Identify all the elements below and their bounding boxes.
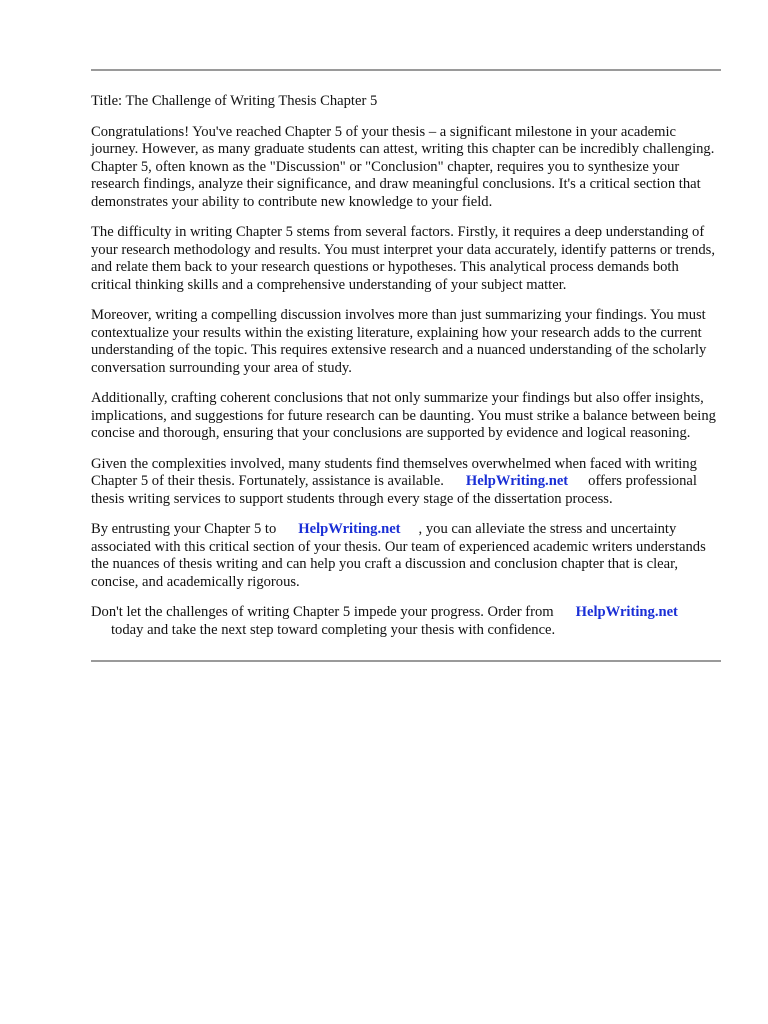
paragraph-6-text-before: By entrusting your Chapter 5 to bbox=[91, 521, 277, 537]
paragraph-5-text-after: offers professional thesis writing services to support students through every stage of the dissertation process. bbox=[91, 473, 697, 507]
paragraph-7-text-before: Don't let the challenges of writing Chapter 5 impede your progress. Order from bbox=[91, 604, 554, 620]
helpwriting-link-2[interactable]: HelpWriting.net bbox=[298, 521, 401, 537]
bottom-divider bbox=[91, 660, 721, 662]
paragraph-7-text-after: today and take the next step toward completing your thesis with confidence. bbox=[111, 621, 556, 638]
paragraph-1: Congratulations! You've reached Chapter 5 of your thesis – a significant milestone in your academic journey. However, as many graduate students can attest, writing this chapter can be incredibly challenging. Chapter 5, often known as the "Discussion" or "Conclusion" chapter, requires you to synthesize your research findings, analyze their significance, and draw meaningful conclusions. It's a critical section that demonstrates your ability to contribute new knowledge to your field. bbox=[91, 123, 715, 210]
paragraph-4: Additionally, crafting coherent conclusions that not only summarize your findings but also offer insights, implications, and suggestions for future research can be daunting. You must strike a balance between being concise and thorough, ensuring that your conclusions are supported by evidence and logical reasoning. bbox=[91, 390, 716, 441]
document-page bbox=[91, 0, 721, 662]
paragraph-5-text-before: Given the complexities involved, many students find themselves overwhelmed when faced with writing Chapter 5 of their thesis. Fortunately, assistance is available. bbox=[91, 455, 697, 489]
paragraph-7 bbox=[91, 604, 721, 639]
paragraph-6 bbox=[91, 521, 721, 591]
paragraph-3: Moreover, writing a compelling discussion involves more than just summarizing your findings. You must contextualize your results within the existing literature, explaining how your research adds to the current understanding of the topic. This requires extensive research and a nuanced understanding of the scholarly conversation surrounding your area of study. bbox=[91, 307, 707, 376]
helpwriting-link-3[interactable]: HelpWriting.net bbox=[575, 604, 678, 620]
top-divider bbox=[91, 69, 721, 71]
paragraph-5 bbox=[91, 456, 721, 509]
paragraph-2: The difficulty in writing Chapter 5 stems from several factors. Firstly, it requires a deep understanding of your research methodology and results. You must interpret your data accurately, identify patterns or trends, and relate them back to your research questions or hypotheses. This analytical process demands both critical thinking skills and a comprehensive understanding of your subject matter. bbox=[91, 224, 715, 293]
paragraph-6-text-after: , you can alleviate the stress and uncertainty associated with this critical section of your thesis. Our team of experienced academic writers understands the nuances of thesis writing and can help you craft a discussion and conclusion chapter that is clear, concise, and academically rigorous. bbox=[91, 521, 706, 590]
helpwriting-link-1[interactable]: HelpWriting.net bbox=[465, 473, 569, 489]
document-title: Title: The Challenge of Writing Thesis Chapter 5 bbox=[91, 93, 378, 109]
